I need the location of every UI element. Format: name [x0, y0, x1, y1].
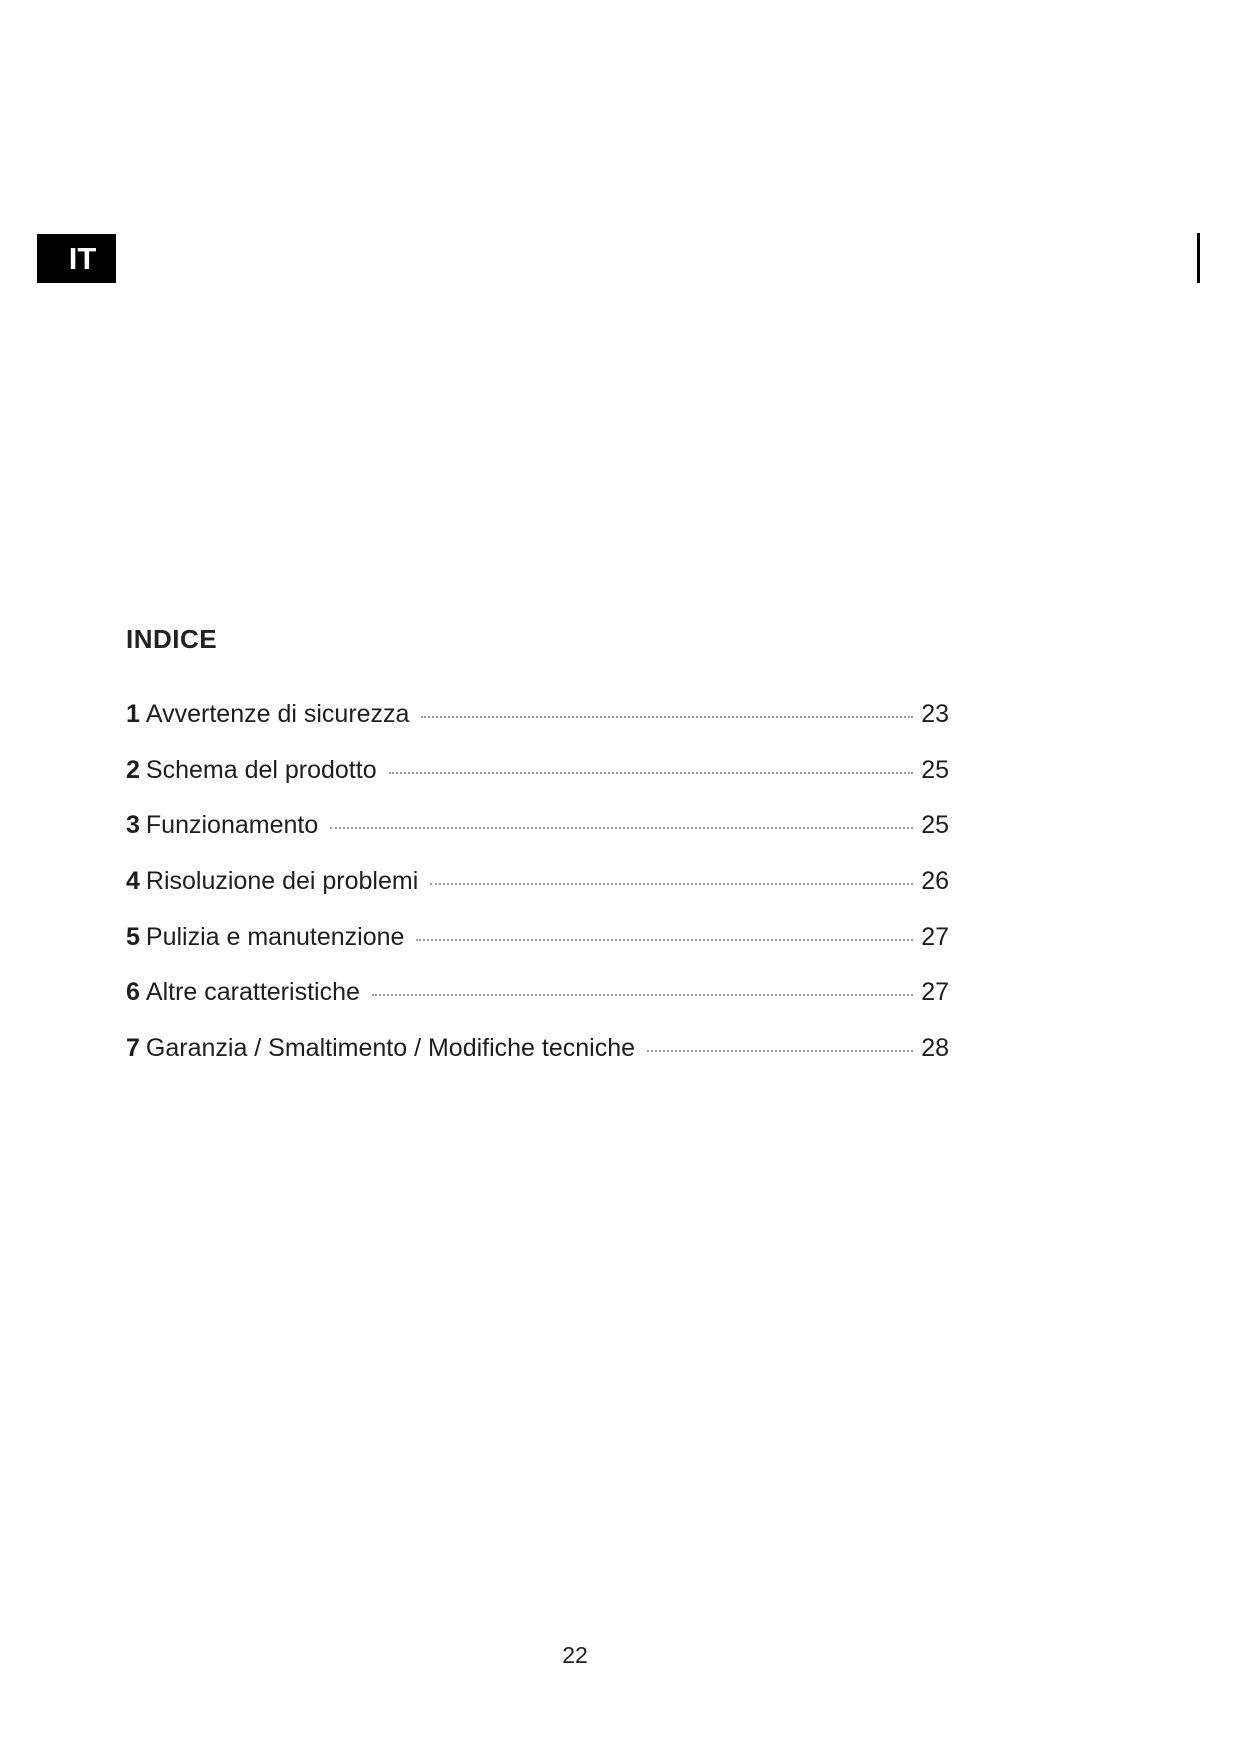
toc-dot-leader — [421, 716, 913, 718]
toc-entry-label: Risoluzione dei problemi — [145, 867, 419, 896]
toc-entry-operation — [126, 811, 949, 867]
toc-entry-number: 2 — [126, 755, 140, 784]
toc-entry-page: 25 — [921, 755, 949, 784]
toc-dot-leader — [330, 827, 913, 829]
toc-entry-troubleshooting — [126, 867, 949, 923]
toc-dot-leader — [416, 939, 913, 941]
toc-entry-safety — [126, 700, 949, 756]
toc-entry-label: Garanzia / Smaltimento / Modifiche tecniche — [145, 1034, 636, 1063]
toc-title: INDICE — [126, 624, 218, 654]
toc-entry-warranty — [126, 1034, 949, 1090]
toc-dot-leader — [430, 883, 913, 885]
toc-entry-page: 28 — [921, 1034, 949, 1063]
toc-entry-page: 26 — [921, 867, 949, 896]
toc-entry-number: 4 — [126, 867, 140, 896]
toc-dot-leader — [389, 772, 913, 774]
toc-list — [126, 700, 949, 1090]
toc-entry-number: 6 — [126, 978, 140, 1007]
toc-entry-page: 27 — [921, 922, 949, 951]
toc-dot-leader — [372, 994, 913, 996]
page-edge-marker — [1197, 233, 1200, 283]
toc-entry-label: Avvertenze di sicurezza — [145, 700, 410, 728]
toc-entry-page: 27 — [921, 978, 949, 1007]
toc-entry-label: Pulizia e manutenzione — [145, 922, 405, 951]
toc-entry-label: Altre caratteristiche — [145, 978, 360, 1007]
toc-entry-cleaning — [126, 923, 949, 979]
toc-entry-label: Schema del prodotto — [145, 755, 377, 784]
toc-entry-other-features — [126, 978, 949, 1034]
toc-entry-number: 7 — [126, 1034, 140, 1063]
page-number: 22 — [562, 1642, 588, 1668]
language-tab: IT — [37, 234, 116, 283]
toc-entry-label: Funzionamento — [145, 811, 319, 840]
toc-entry-number: 1 — [126, 700, 140, 728]
toc-entry-number: 5 — [126, 922, 140, 951]
toc-entry-page: 25 — [921, 811, 949, 840]
toc-entry-product-diagram — [126, 756, 949, 812]
toc-entry-page: 23 — [921, 700, 949, 728]
toc-dot-leader — [647, 1050, 913, 1052]
toc-entry-number: 3 — [126, 811, 140, 840]
